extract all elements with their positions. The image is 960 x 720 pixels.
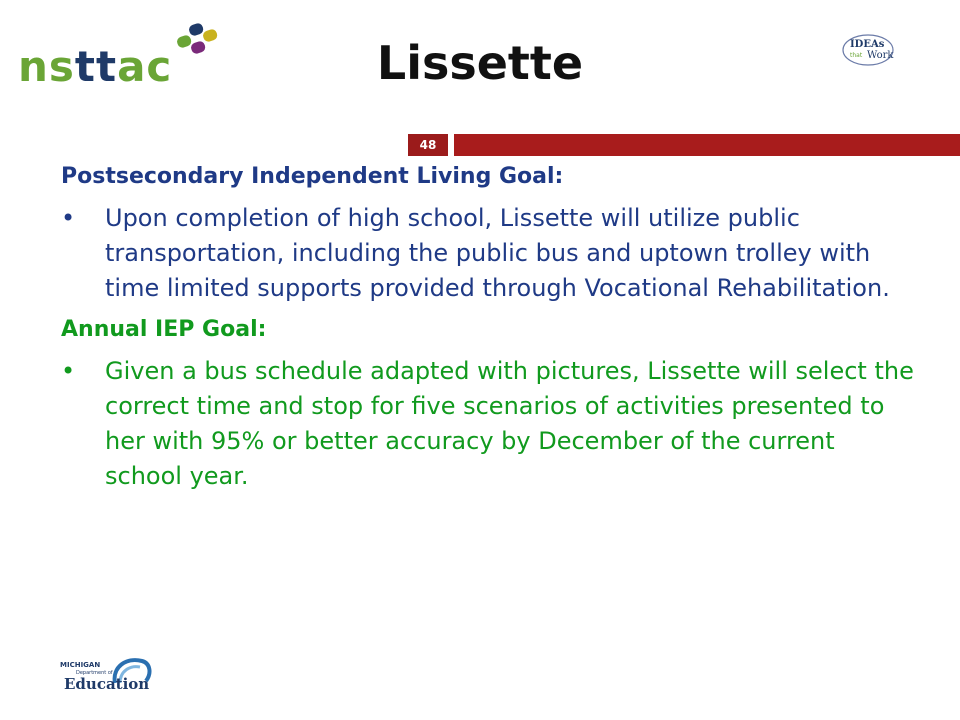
michigan-education-logo [60, 653, 160, 697]
bullet-dot-icon: • [61, 204, 76, 232]
section-heading-postsecondary: Postsecondary Independent Living Goal: [61, 164, 564, 189]
mde-logo-department: Department of [76, 670, 113, 676]
bullet-annual-iep-goal [61, 354, 916, 494]
bullet-postsecondary-goal [61, 201, 916, 306]
ideas-that-work-logo [840, 30, 900, 70]
nsttac-wordmark-text: nsttac [18, 42, 173, 91]
slide-content [61, 163, 916, 504]
section-heading-annual-iep: Annual IEP Goal: [61, 317, 267, 342]
slide-number-badge: 48 [408, 134, 448, 156]
accent-bar [454, 134, 960, 156]
ideas-logo-text-3: Work [867, 50, 894, 61]
slide-title: Lissette [376, 36, 584, 90]
ideas-logo-text-1: IDEAs [850, 39, 885, 50]
ideas-that-work-icon [840, 30, 900, 70]
mde-logo-education: Education [64, 675, 150, 693]
bullet-text: Given a bus schedule adapted with pictures, Lissette will select the correct time and stop for five scenarios of activities presented to her with 95% or better accuracy by December of the current school year. [105, 357, 914, 490]
bullet-text: Upon completion of high school, Lissette will utilize public transportation, including the public bus and uptown trolley with time limited supports provided through Vocational Rehabilitation. [105, 204, 890, 302]
ideas-logo-text-2: that [850, 52, 863, 59]
bullet-dot-icon: • [61, 357, 76, 385]
mde-logo-michigan: MICHIGAN [60, 661, 101, 669]
